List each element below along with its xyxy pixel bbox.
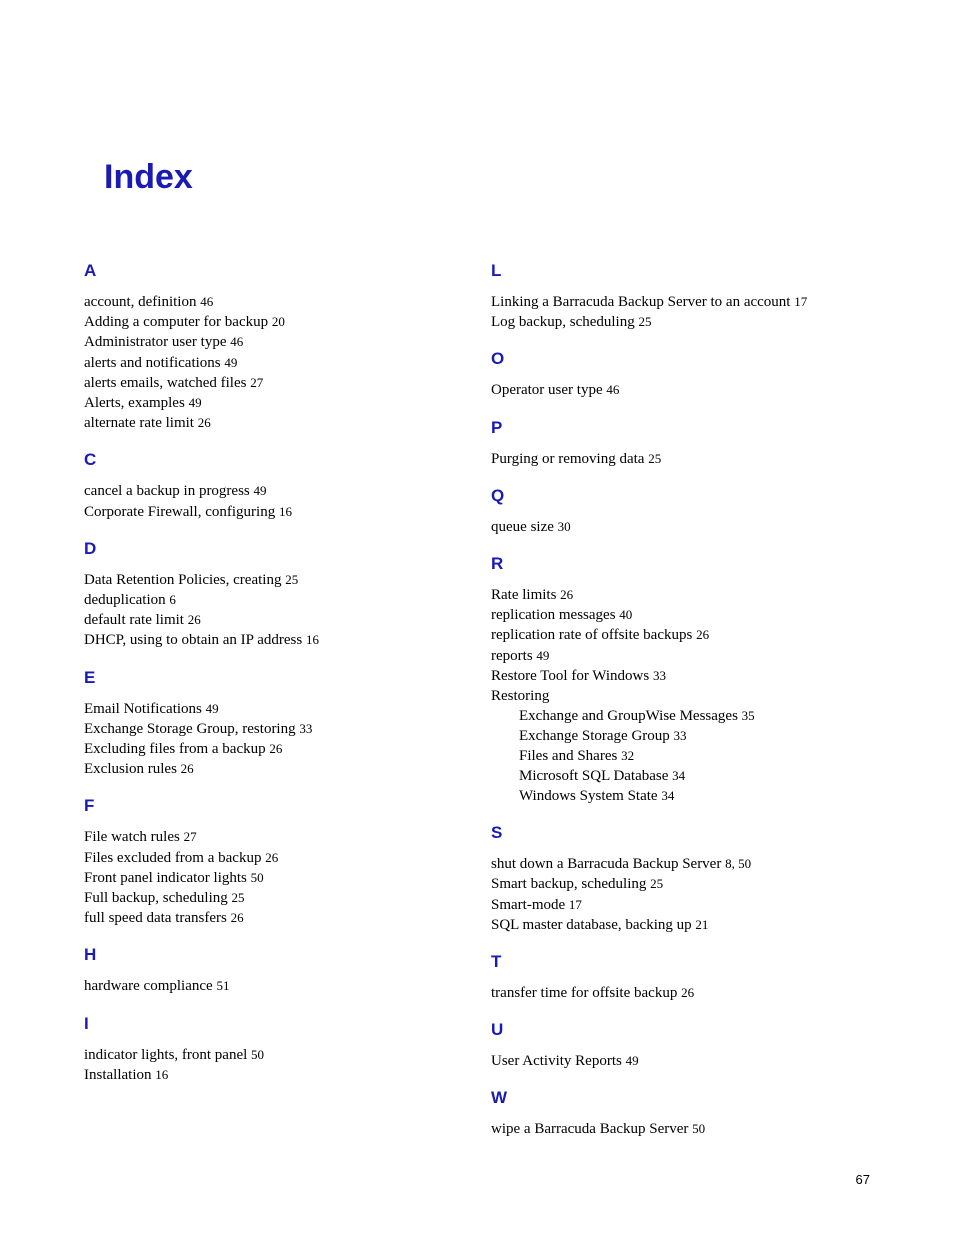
- section-letter: C: [84, 450, 97, 470]
- index-subentry: [491, 766, 911, 786]
- section-letter: E: [84, 667, 96, 687]
- index-entry: [491, 854, 911, 874]
- index-page-ref[interactable]: 26: [269, 741, 283, 757]
- index-page-ref[interactable]: 35: [741, 708, 755, 724]
- index-page-ref[interactable]: 46: [230, 334, 244, 350]
- index-section-l: [491, 259, 911, 332]
- index-entry: [491, 625, 911, 645]
- index-term: full speed data transfers: [84, 910, 227, 927]
- index-entry: [491, 915, 911, 935]
- index-entry: [491, 292, 911, 312]
- index-section-p: [491, 416, 911, 469]
- index-page-ref[interactable]: 33: [673, 728, 687, 744]
- index-page-ref[interactable]: 50: [251, 1046, 265, 1062]
- index-entry: [491, 605, 911, 625]
- index-entry: [84, 502, 504, 522]
- index-page-ref[interactable]: 32: [621, 748, 635, 764]
- index-entry: [491, 895, 911, 915]
- index-page-ref[interactable]: 16: [278, 503, 292, 519]
- section-letter: Q: [491, 485, 505, 505]
- index-page-ref[interactable]: 49: [253, 483, 267, 499]
- index-page-ref[interactable]: 33: [299, 720, 313, 736]
- index-term: Exchange Storage Group: [519, 728, 670, 745]
- index-page-ref[interactable]: 49: [536, 647, 550, 663]
- index-entry: [84, 590, 504, 610]
- index-term: Smart backup, scheduling: [491, 876, 647, 893]
- index-term: Data Retention Policies, creating: [84, 571, 282, 588]
- index-term: Exclusion rules: [84, 761, 177, 778]
- index-entry: [84, 848, 504, 868]
- index-entry: [84, 699, 504, 719]
- index-entry: [84, 888, 504, 908]
- index-section-t: [491, 950, 911, 1003]
- index-page-ref[interactable]: 30: [557, 518, 571, 534]
- index-entry-list: [491, 517, 911, 537]
- index-entry: [84, 353, 504, 373]
- index-page-ref[interactable]: 40: [619, 607, 633, 623]
- index-entry: [491, 983, 911, 1003]
- page-title: Index: [104, 158, 193, 196]
- index-page-ref[interactable]: 17: [568, 896, 582, 912]
- index-entry: [84, 1065, 504, 1085]
- index-page-ref[interactable]: 26: [180, 761, 194, 777]
- index-entry: [491, 874, 911, 894]
- index-term: Log backup, scheduling: [491, 314, 635, 331]
- section-letter: F: [84, 796, 95, 816]
- index-section-o: [491, 347, 911, 400]
- index-section-q: [491, 484, 911, 537]
- index-term: Corporate Firewall, configuring: [84, 503, 276, 520]
- index-entry-list: [491, 449, 911, 469]
- index-page-ref[interactable]: 27: [250, 374, 264, 390]
- index-entry: [491, 585, 911, 605]
- index-page-ref[interactable]: 25: [648, 450, 662, 466]
- index-entry: [84, 908, 504, 928]
- section-letter: S: [491, 823, 503, 843]
- index-page-ref[interactable]: 33: [652, 667, 666, 683]
- page-number: 67: [855, 1172, 870, 1187]
- index-entry-list: [84, 827, 504, 928]
- index-term: Smart-mode: [491, 896, 566, 913]
- index-page-ref[interactable]: 49: [625, 1053, 639, 1069]
- index-term: Alerts, examples: [84, 395, 185, 412]
- index-section-a: [84, 259, 504, 433]
- section-letter: D: [84, 538, 97, 558]
- index-entry-list: [84, 1045, 504, 1085]
- index-term: shut down a Barracuda Backup Server: [491, 856, 722, 873]
- index-entry: [84, 1045, 504, 1065]
- index-page-ref[interactable]: 25: [650, 876, 664, 892]
- index-page-ref[interactable]: 49: [205, 700, 219, 716]
- index-entry: [84, 373, 504, 393]
- index-subentry: [491, 746, 911, 766]
- index-page-ref[interactable]: 25: [231, 890, 245, 906]
- index-entry: [491, 449, 911, 469]
- index-section-r: [491, 552, 911, 806]
- index-page-ref[interactable]: 46: [200, 294, 214, 309]
- index-term: default rate limit: [84, 612, 184, 629]
- index-entry-list: [84, 481, 504, 521]
- index-column-right: [491, 259, 911, 1155]
- index-page-ref[interactable]: 50: [692, 1121, 706, 1137]
- index-page-ref[interactable]: 26: [197, 415, 211, 431]
- index-page-ref[interactable]: 21: [695, 916, 709, 932]
- index-term: alerts and notifications: [84, 354, 221, 371]
- index-entry: [84, 759, 504, 779]
- index-entry: [84, 393, 504, 413]
- index-section-u: [491, 1018, 911, 1071]
- index-page-ref[interactable]: 50: [250, 869, 264, 885]
- index-entry: [84, 739, 504, 759]
- index-term: indicator lights, front panel: [84, 1046, 248, 1063]
- index-entry-list: [491, 380, 911, 400]
- index-entry-list: [84, 699, 504, 780]
- index-entry: [491, 517, 911, 537]
- index-page-ref[interactable]: 26: [230, 910, 244, 926]
- index-page-ref[interactable]: 26: [560, 587, 574, 603]
- index-page-ref[interactable]: 34: [672, 768, 686, 784]
- index-section-h: [84, 943, 504, 996]
- index-entry: [491, 1051, 911, 1071]
- section-letter: I: [84, 1013, 89, 1033]
- index-term: alerts emails, watched files: [84, 374, 247, 391]
- index-page-ref[interactable]: 49: [224, 354, 238, 370]
- index-entry: [84, 312, 504, 332]
- index-term: Restoring: [491, 688, 550, 705]
- index-page-ref[interactable]: 25: [285, 571, 299, 587]
- index-term: Administrator user type: [84, 334, 227, 351]
- index-entry-list: [84, 570, 504, 651]
- index-page-ref[interactable]: 27: [183, 829, 197, 845]
- index-term: Adding a computer for backup: [84, 314, 269, 331]
- index-term: Email Notifications: [84, 700, 202, 717]
- index-entry-list: [491, 1119, 911, 1139]
- index-term: alternate rate limit: [84, 415, 194, 432]
- index-page-ref[interactable]: 20: [271, 314, 285, 330]
- index-term: reports: [491, 647, 533, 664]
- index-subentry: [491, 726, 911, 746]
- index-term: deduplication: [84, 592, 166, 609]
- index-term: wipe a Barracuda Backup Server: [491, 1121, 689, 1138]
- section-letter: W: [491, 1088, 508, 1108]
- index-term: Linking a Barracuda Backup Server to an account: [491, 294, 791, 310]
- index-term: Files excluded from a backup: [84, 849, 262, 866]
- index-entry-list: [491, 292, 911, 332]
- index-section-s: [491, 821, 911, 935]
- index-term: hardware compliance: [84, 978, 213, 995]
- index-term: Front panel indicator lights: [84, 869, 247, 886]
- section-letter: H: [84, 945, 97, 965]
- index-term: Rate limits: [491, 587, 557, 604]
- index-term: DHCP, using to obtain an IP address: [84, 632, 303, 649]
- index-entry-list: [491, 1051, 911, 1071]
- index-entry: [84, 332, 504, 352]
- index-page-ref[interactable]: 49: [188, 395, 202, 411]
- section-letter: L: [491, 261, 502, 280]
- index-entry: [491, 646, 911, 666]
- index-entry: [84, 868, 504, 888]
- index-section-d: [84, 537, 504, 651]
- index-entry-list: [491, 983, 911, 1003]
- index-page-ref[interactable]: 6: [169, 592, 176, 608]
- index-term: replication messages: [491, 607, 616, 624]
- index-section-f: [84, 794, 504, 928]
- index-page-ref[interactable]: 8, 50: [725, 856, 752, 872]
- index-term: Full backup, scheduling: [84, 890, 228, 907]
- index-entry: [84, 827, 504, 847]
- index-page-ref[interactable]: 26: [265, 849, 279, 865]
- index-entry-list: [84, 292, 504, 433]
- index-subentry: [491, 706, 911, 726]
- index-section-e: [84, 666, 504, 780]
- index-entry: [84, 413, 504, 433]
- index-page-ref[interactable]: 17: [794, 294, 808, 309]
- index-page-ref[interactable]: 25: [638, 314, 652, 330]
- section-letter: U: [491, 1020, 504, 1040]
- section-letter: A: [84, 261, 97, 280]
- index-term: Excluding files from a backup: [84, 741, 266, 758]
- index-term: SQL master database, backing up: [491, 916, 692, 933]
- index-page-ref[interactable]: 26: [696, 627, 710, 643]
- index-term: transfer time for offsite backup: [491, 985, 678, 1002]
- index-term: Microsoft SQL Database: [519, 768, 669, 785]
- index-term: account, definition: [84, 294, 197, 310]
- section-letter: P: [491, 417, 503, 437]
- section-letter: R: [491, 554, 504, 574]
- index-term: replication rate of offsite backups: [491, 627, 693, 644]
- index-entry: [84, 630, 504, 650]
- index-entry: [84, 976, 504, 996]
- index-entry-list: [491, 854, 911, 935]
- index-entry: [84, 292, 504, 312]
- index-page-ref[interactable]: 16: [155, 1066, 169, 1082]
- index-section-i: [84, 1012, 504, 1085]
- index-term: Exchange Storage Group, restoring: [84, 720, 296, 737]
- index-page-ref[interactable]: 16: [305, 632, 319, 648]
- index-term: Purging or removing data: [491, 450, 645, 467]
- index-term: Installation: [84, 1066, 152, 1083]
- index-subentry: [491, 786, 911, 806]
- index-entry: [84, 719, 504, 739]
- index-entry: [84, 481, 504, 501]
- section-letter: T: [491, 952, 502, 972]
- index-term: cancel a backup in progress: [84, 483, 250, 500]
- index-page-ref[interactable]: 26: [681, 985, 695, 1001]
- section-letter: O: [491, 349, 505, 369]
- index-page-ref[interactable]: 26: [187, 612, 201, 628]
- index-section-w: [491, 1086, 911, 1139]
- index-entry: [84, 610, 504, 630]
- index-entry: [491, 380, 911, 400]
- index-term: Restore Tool for Windows: [491, 667, 650, 684]
- index-page-ref[interactable]: 46: [606, 382, 620, 398]
- index-section-c: [84, 448, 504, 521]
- index-entry: [84, 570, 504, 590]
- index-entry: [491, 312, 911, 332]
- index-term: Windows System State: [519, 788, 658, 805]
- index-entry-list: [84, 976, 504, 996]
- index-term: queue size: [491, 518, 554, 535]
- index-term: Operator user type: [491, 382, 603, 399]
- index-term: Files and Shares: [519, 748, 618, 765]
- index-entry: [491, 1119, 911, 1139]
- index-entry: [491, 686, 911, 706]
- index-page-ref[interactable]: 51: [216, 978, 230, 994]
- index-term: User Activity Reports: [491, 1053, 622, 1070]
- index-entry-list: [491, 585, 911, 806]
- index-term: File watch rules: [84, 829, 180, 846]
- index-column-left: [84, 259, 504, 1100]
- index-term: Exchange and GroupWise Messages: [519, 708, 738, 725]
- index-entry: [491, 666, 911, 686]
- index-page-ref[interactable]: 34: [661, 788, 675, 804]
